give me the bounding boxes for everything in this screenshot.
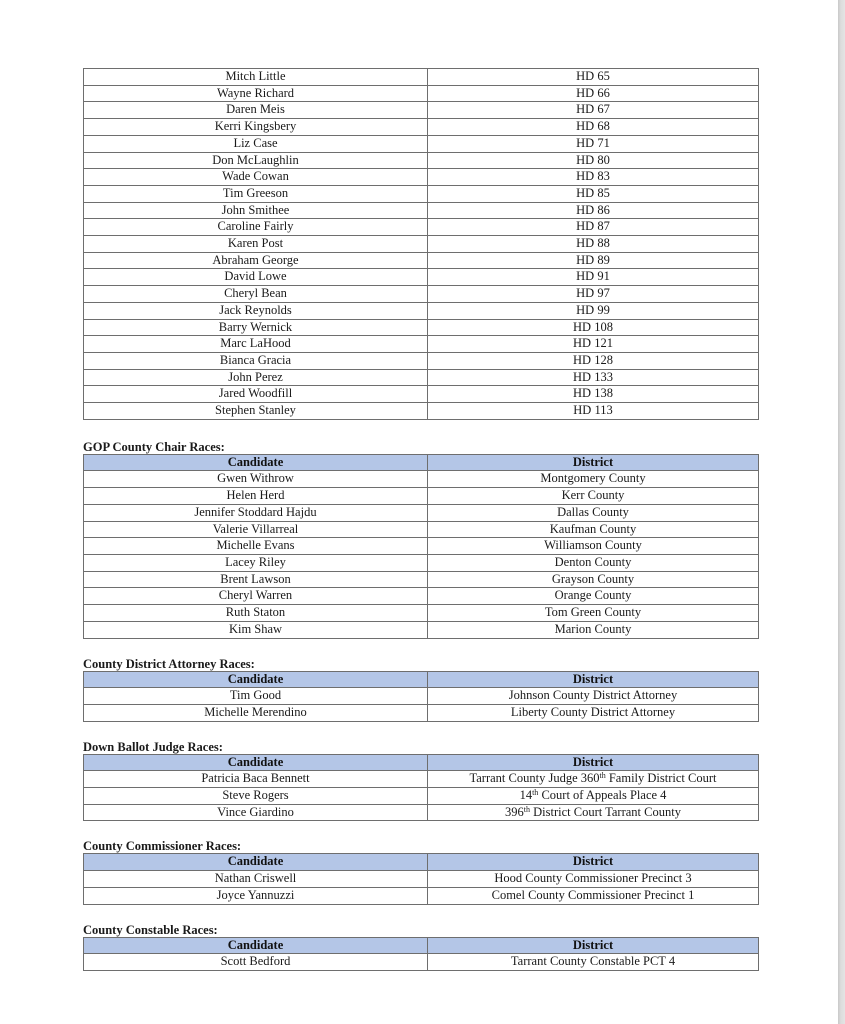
district-cell: HD 121 [428,336,759,353]
table-header-row [84,671,759,688]
table-header-row [84,854,759,871]
district-cell: Tarrant County Constable PCT 4 [428,954,759,971]
candidate-cell: Valerie Villarreal [84,521,428,538]
column-header-candidate: Candidate [84,754,428,771]
table-row [84,119,759,136]
candidate-cell: Liz Case [84,135,428,152]
candidate-cell: Bianca Gracia [84,352,428,369]
district-cell: Kerr County [428,488,759,505]
district-cell: HD 71 [428,135,759,152]
table-row [84,85,759,102]
table-row [84,403,759,420]
table-row [84,386,759,403]
district-cell: Grayson County [428,571,759,588]
ordinal-suffix: th [599,771,606,781]
table-header-row [84,937,759,954]
table-row [84,571,759,588]
column-header-district: District [428,454,759,471]
section-title-county-constable: County Constable Races: [83,922,218,937]
district-text: Court of Appeals Place 4 [538,788,667,803]
section-title-down-ballot-judge: Down Ballot Judge Races: [83,739,223,754]
district-cell: Marion County [428,621,759,638]
candidate-cell: Steve Rogers [84,788,428,805]
column-header-district: District [428,671,759,688]
district-cell: HD 89 [428,252,759,269]
table-row [84,185,759,202]
ordinal-suffix: th [523,804,530,814]
district-cell: Kaufman County [428,521,759,538]
district-cell: Johnson County District Attorney [428,688,759,705]
district-cell: HD 80 [428,152,759,169]
district-cell: HD 113 [428,403,759,420]
district-cell: HD 91 [428,269,759,286]
candidate-cell: Joyce Yannuzzi [84,887,428,904]
table-row [84,521,759,538]
district-text: Family District Court [605,771,717,786]
candidate-cell: David Lowe [84,269,428,286]
ordinal-suffix: th [532,788,539,798]
candidate-cell: Daren Meis [84,102,428,119]
district-cell: HD 86 [428,202,759,219]
column-header-district: District [428,754,759,771]
candidate-cell: Karen Post [84,236,428,253]
candidate-cell: Jennifer Stoddard Hajdu [84,504,428,521]
candidate-cell: Caroline Fairly [84,219,428,236]
table-row [84,538,759,555]
district-cell: Montgomery County [428,471,759,488]
district-cell: Liberty County District Attorney [428,704,759,721]
district-cell: HD 83 [428,169,759,186]
section-title-county-commissioner: County Commissioner Races: [83,839,242,854]
table-row [84,704,759,721]
table-row [84,621,759,638]
district-cell: Comel County Commissioner Precinct 1 [428,887,759,904]
column-header-candidate: Candidate [84,937,428,954]
district-text: 396 [505,804,524,819]
candidate-cell: Don McLaughlin [84,152,428,169]
table-row [84,588,759,605]
candidate-cell: Jack Reynolds [84,302,428,319]
section-title-county-district-attorney: County District Attorney Races: [83,656,255,671]
column-header-candidate: Candidate [84,454,428,471]
table-row [84,269,759,286]
gop-county-chair-table [83,454,759,639]
candidate-cell: Kerri Kingsbery [84,119,428,136]
county-commissioner-table [83,853,759,904]
candidate-cell: Barry Wernick [84,319,428,336]
candidate-cell: Mitch Little [84,69,428,86]
district-cell: HD 88 [428,236,759,253]
district-cell: Dallas County [428,504,759,521]
table-row [84,605,759,622]
candidate-cell: Ruth Staton [84,605,428,622]
table-row [84,202,759,219]
candidate-cell: Nathan Criswell [84,871,428,888]
table-row [84,236,759,253]
table-row [84,954,759,971]
district-cell [428,788,759,805]
district-cell: HD 138 [428,386,759,403]
column-header-candidate: Candidate [84,671,428,688]
section-title-gop-county-chair: GOP County Chair Races: [83,439,225,454]
district-cell: HD 85 [428,185,759,202]
page-edge-shadow [838,0,845,1024]
table-row [84,169,759,186]
district-cell: HD 99 [428,302,759,319]
table-row [84,804,759,821]
candidate-cell: Cheryl Bean [84,286,428,303]
candidate-cell: Stephen Stanley [84,403,428,420]
table-row [84,788,759,805]
candidate-cell: Tim Greeson [84,185,428,202]
candidate-cell: Kim Shaw [84,621,428,638]
table-row [84,871,759,888]
table-row [84,771,759,788]
table-row [84,302,759,319]
candidate-cell: Jared Woodfill [84,386,428,403]
district-cell [428,804,759,821]
candidate-cell: Marc LaHood [84,336,428,353]
document-page [83,68,758,971]
district-cell: Tom Green County [428,605,759,622]
table-row [84,152,759,169]
county-district-attorney-table [83,671,759,722]
candidate-cell: John Perez [84,369,428,386]
candidate-cell: John Smithee [84,202,428,219]
candidate-cell: Wade Cowan [84,169,428,186]
district-cell: HD 128 [428,352,759,369]
table-row [84,369,759,386]
district-cell: Denton County [428,554,759,571]
candidate-cell: Lacey Riley [84,554,428,571]
candidate-cell: Vince Giardino [84,804,428,821]
table-row [84,336,759,353]
table-row [84,352,759,369]
down-ballot-judge-table [83,754,759,822]
table-row [84,135,759,152]
candidate-cell: Patricia Baca Bennett [84,771,428,788]
district-cell: HD 133 [428,369,759,386]
table-row [84,887,759,904]
district-cell: HD 66 [428,85,759,102]
table-row [84,504,759,521]
district-cell: HD 87 [428,219,759,236]
district-cell: HD 65 [428,69,759,86]
district-text: 14 [519,788,533,803]
district-cell [428,771,759,788]
column-header-district: District [428,937,759,954]
candidate-cell: Wayne Richard [84,85,428,102]
candidate-cell: Michelle Merendino [84,704,428,721]
district-cell: HD 108 [428,319,759,336]
district-text: Tarrant County Judge 360 [469,771,600,786]
candidate-cell: Abraham George [84,252,428,269]
house-races-table [83,68,759,420]
district-cell: HD 68 [428,119,759,136]
county-constable-table [83,937,759,971]
table-header-row [84,754,759,771]
table-row [84,688,759,705]
table-row [84,554,759,571]
district-cell: HD 97 [428,286,759,303]
table-row [84,69,759,86]
candidate-cell: Brent Lawson [84,571,428,588]
candidate-cell: Scott Bedford [84,954,428,971]
district-cell: Williamson County [428,538,759,555]
candidate-cell: Michelle Evans [84,538,428,555]
column-header-candidate: Candidate [84,854,428,871]
table-row [84,219,759,236]
district-cell: HD 67 [428,102,759,119]
district-cell: Hood County Commissioner Precinct 3 [428,871,759,888]
district-cell: Orange County [428,588,759,605]
candidate-cell: Tim Good [84,688,428,705]
table-row [84,319,759,336]
table-row [84,252,759,269]
table-row [84,471,759,488]
district-text: District Court Tarrant County [530,804,681,819]
table-header-row [84,454,759,471]
table-row [84,102,759,119]
candidate-cell: Gwen Withrow [84,471,428,488]
table-row [84,488,759,505]
candidate-cell: Cheryl Warren [84,588,428,605]
column-header-district: District [428,854,759,871]
candidate-cell: Helen Herd [84,488,428,505]
table-row [84,286,759,303]
